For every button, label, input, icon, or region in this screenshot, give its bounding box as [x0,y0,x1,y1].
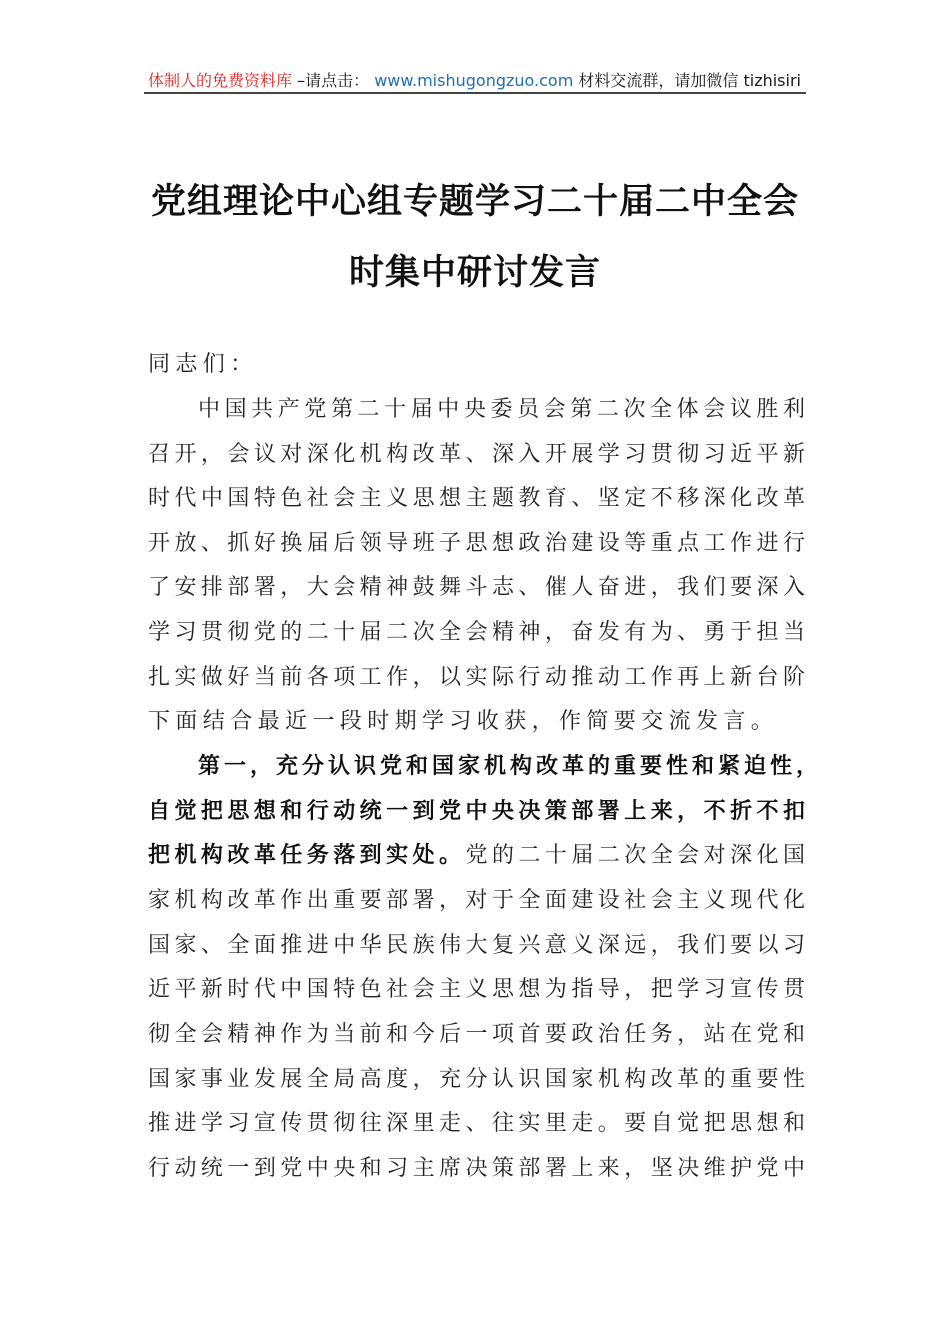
document-title-line-1: 党组理论中心组专题学习二十届二中全会 [150,181,799,222]
salutation: 同志们： [148,352,258,377]
paragraph-2-line: 推进学习宣传贯彻往深里走、往实里走。要自觉把思想和 [148,1111,805,1136]
page-header-banner [148,68,804,91]
header-prompt: –请点击： [297,71,370,90]
paragraph-1-line: 学习贯彻党的二十届二次全会精神，奋发有为、勇于担当 [148,620,805,645]
header-divider [144,92,806,94]
paragraph-2-line: 国家、全面推进中华民族伟大复兴意义深远，我们要以习 [148,933,805,958]
header-brand: 体制人的免费资料库 [148,71,293,90]
paragraph-1-line: 召开，会议对深化机构改革、深入开展学习贯彻习近平新 [148,442,805,467]
paragraph-1-line: 开放、抓好换届后领导班子思想政治建设等重点工作进行 [148,531,805,556]
paragraph-2-line: 彻全会精神作为当前和今后一项首要政治任务，站在党和 [148,1022,805,1047]
document-title-line-2: 时集中研讨发言 [348,252,601,293]
paragraph-1-line: 下面结合最近一段时期学习收获，作简要交流发言。 [148,709,779,734]
paragraph-1-line: 扎实做好当前各项工作，以实际行动推动工作再上新台阶 [148,665,805,690]
paragraph-1-line: 了安排部署，大会精神鼓舞斗志、催人奋进，我们要深入 [148,575,805,600]
paragraph-1-line: 中国共产党第二十届中央委员会第二次全体会议胜利 [198,397,805,422]
paragraph-2-line: 近平新时代中国特色社会主义思想为指导，把学习宣传贯 [148,977,805,1002]
paragraph-2-heading-line: 第一，充分认识党和国家机构改革的重要性和紧迫性， [198,754,818,779]
paragraph-2-line: 国家事业发展全局高度，充分认识国家机构改革的重要性 [148,1067,805,1092]
paragraph-2-text-start: 党的二十届二次全会对深化国 [465,843,805,868]
paragraph-2-mixed-line [148,838,805,869]
paragraph-2-heading-line: 自觉把思想和行动统一到党中央决策部署上来，不折不扣 [148,799,805,824]
paragraph-2-heading-end: 把机构改革任务落到实处。 [148,843,466,868]
header-link[interactable]: www.mishugongzuo.com [374,71,574,90]
header-suffix: 材料交流群，请加微信 tizhisiri [578,71,801,90]
paragraph-2-line: 行动统一到党中央和习主席决策部署上来，坚决维护党中 [148,1156,805,1181]
paragraph-1-line: 时代中国特色社会主义思想主题教育、坚定不移深化改革 [148,486,805,511]
paragraph-2-line: 家机构改革作出重要部署，对于全面建设社会主义现代化 [148,888,805,913]
